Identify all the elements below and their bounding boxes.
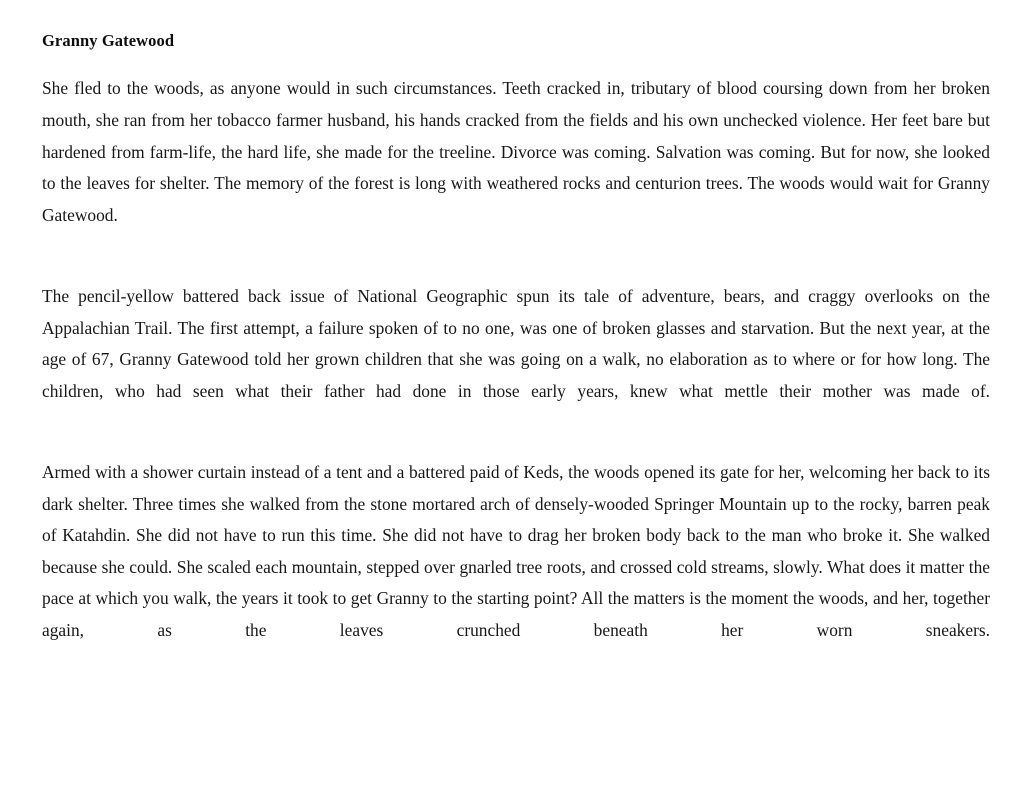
body-paragraph-3: Armed with a shower curtain instead of a tent and a battered paid of Keds, the woods opened its gate for her, welcoming her back to its dark shelter. Three times she walked from the stone mortared arch of densely-wooded Springer Mountain up to the rocky, barren peak of Katahdin. She did not have to run this time. She did not have to drag her broken body back to the man who broke it. She walked because she could. She scaled each mountain, stepped over gnarled tree roots, and crossed cold streams, slowly. What does it matter the pace at which you walk, the years it took to get Granny to the starting point? All the matters is the moment the woods, and her, together again, as the leaves crunched beneath her worn sneakers. (42, 461, 990, 640)
body-paragraph-2: The pencil-yellow battered back issue of National Geographic spun its tale of adventure, bears, and craggy overlooks on the Appalachian Trail. The first attempt, a failure spoken of to no one, was one of broken glasses and starvation. But the next year, at the age of 67, Granny Gatewood told her grown children that she was going on a walk, no elaboration as to where or for how long. The children, who had seen what their father had done in those early years, knew what mettle their mother was made of. (42, 286, 990, 401)
page-title: Granny Gatewood (42, 31, 175, 50)
body-paragraph-1: She fled to the woods, as anyone would in such circumstances. Teeth cracked in, tributary of blood coursing down from her broken mouth, she ran from her tobacco farmer husband, his hands cracked from the fields and his own unchecked violence. Her feet bare but hardened from farm-life, the hard life, she made for the treeline. Divorce was coming. Salvation was coming. But for now, she looked to the leaves for shelter. The memory of the forest is long with weathered rocks and centurion trees. The woods would wait for Granny Gatewood. (42, 78, 990, 225)
